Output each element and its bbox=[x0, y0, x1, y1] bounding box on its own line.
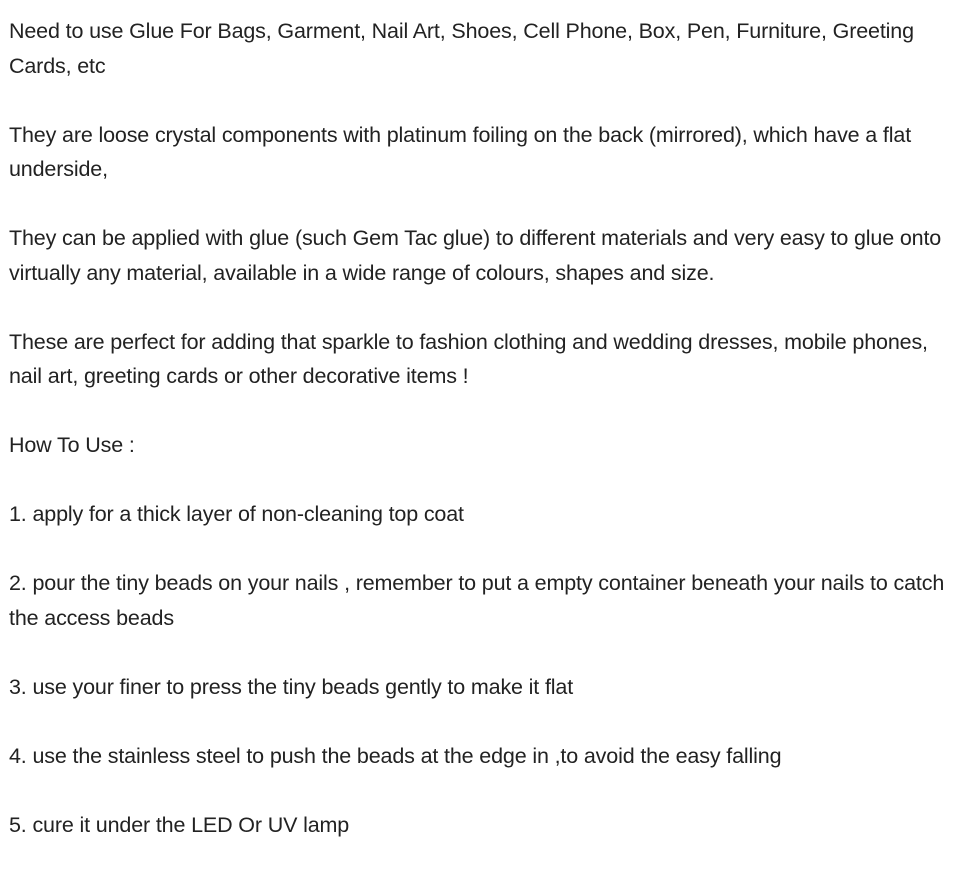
uses-paragraph: Need to use Glue For Bags, Garment, Nail Art, Shoes, Cell Phone, Box, Pen, Furniture, Greeting Cards, etc bbox=[9, 19, 914, 78]
how-to-use-heading: How To Use : bbox=[9, 433, 135, 457]
step-4: 4. use the stainless steel to push the beads at the edge in ,to avoid the easy falling bbox=[9, 743, 782, 768]
purpose-paragraph: These are perfect for adding that sparkle to fashion clothing and wedding dresses, mobile phones, nail art, greeting cards or other decorative items ! bbox=[9, 329, 928, 388]
crystal-description-paragraph: They are loose crystal components with platinum foiling on the back (mirrored), which have a flat underside, bbox=[9, 122, 912, 181]
step-2: 2. pour the tiny beads on your nails , remember to put a empty container beneath your nails to catch the access beads bbox=[9, 571, 945, 630]
step-5: 5. cure it under the LED Or UV lamp bbox=[9, 812, 350, 837]
product-description bbox=[9, 14, 954, 842]
step-3: 3. use your finer to press the tiny beads gently to make it flat bbox=[9, 674, 574, 699]
step-1: 1. apply for a thick layer of non-cleaning top coat bbox=[9, 502, 464, 526]
application-paragraph: They can be applied with glue (such Gem Tac glue) to different materials and very easy to glue onto virtually any material, available in a wide range of colours, shapes and size. bbox=[9, 226, 942, 285]
